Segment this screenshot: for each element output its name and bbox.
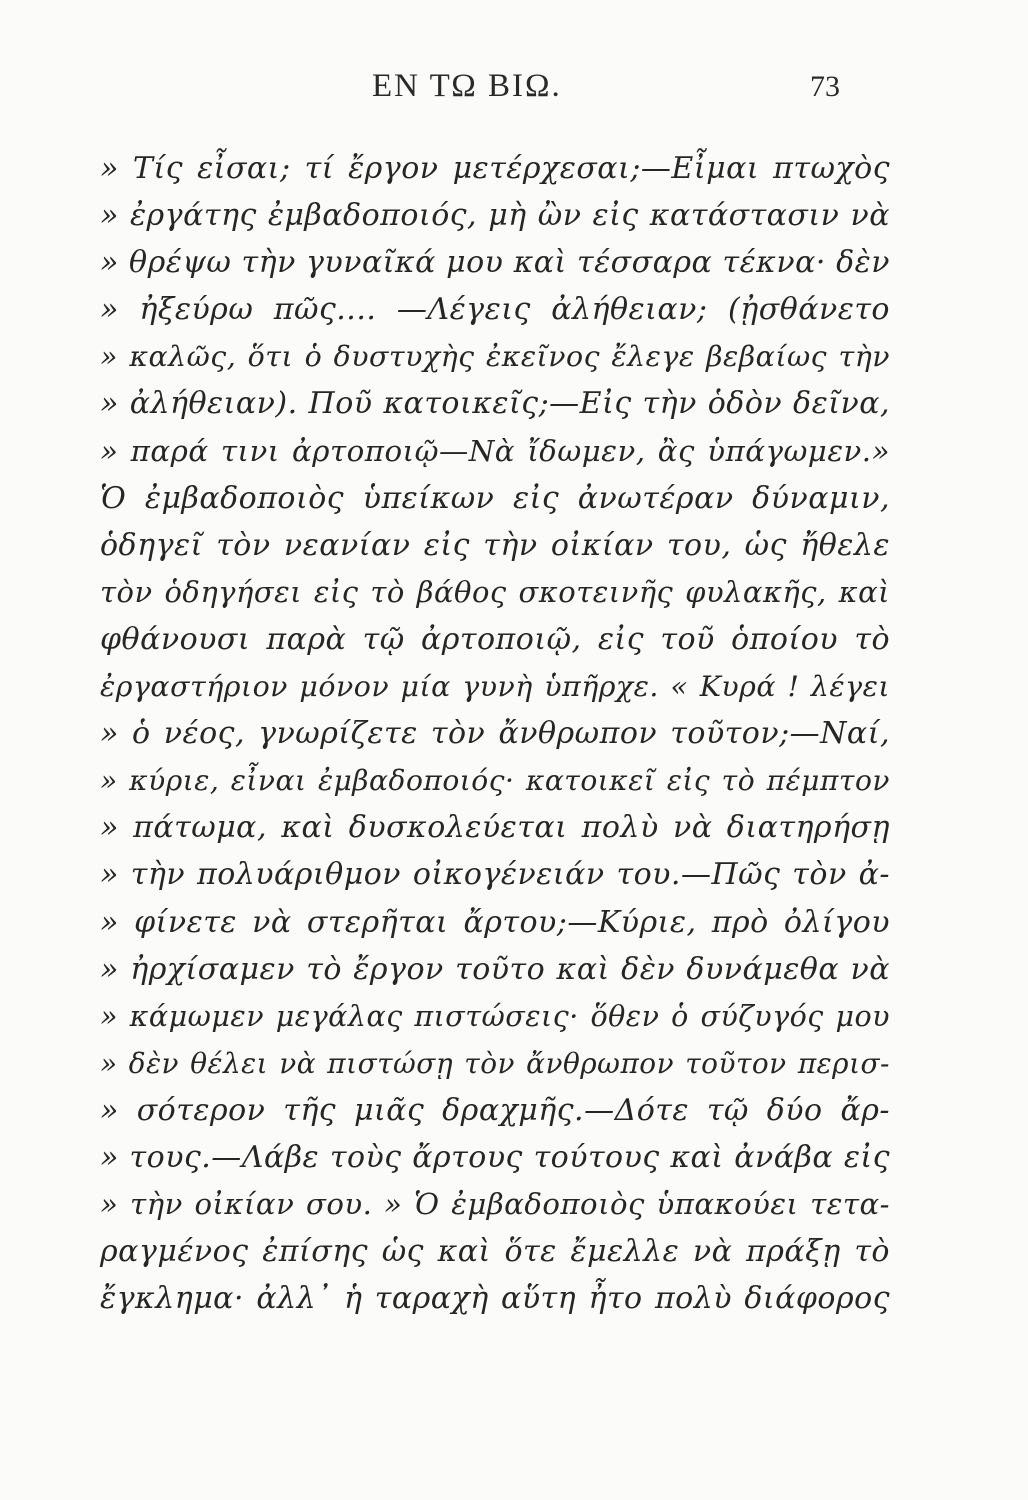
text-line: ὁδηγεῖ τὸν νεανίαν εἰς τὴν οἰκίαν του, ὡς ἤθελε (100, 527, 890, 563)
text-line: » τὴν πολυάριθμον οἰκογένειάν του.—Πῶς τὸν ἀ- (100, 857, 890, 893)
text-line: Ὁ ἐμβαδοποιὸς ὑπείκων εἰς ἀνωτέραν δύναμιν, (100, 480, 890, 516)
text-line: » πάτωμα, καὶ δυσκολεύεται πολὺ νὰ διατηρήσῃ (100, 810, 890, 846)
text-line: » καλῶς, ὅτι ὁ δυστυχὴς ἐκεῖνος ἔλεγε βεβαίως τὴν (100, 340, 890, 374)
text-line: » ἐργάτης ἐμβαδοποιός, μὴ ὢν εἰς κατάστασιν νὰ (100, 198, 890, 234)
text-line: » δὲν θέλει νὰ πιστώσῃ τὸν ἄνθρωπον τοῦτον περισ- (100, 1046, 890, 1080)
text-line: » ἀλήθειαν). Ποῦ κατοικεῖς;—Εἰς τὴν ὁδὸν δεῖνα, (100, 386, 890, 422)
text-line: ἐργαστήριον μόνον μία γυνὴ ὑπῆρχε. « Κυρά ! λέγει (100, 670, 890, 704)
text-line: » τους.—Λάβε τοὺς ἄρτους τούτους καὶ ἀνάβα εἰς (100, 1139, 890, 1175)
text-line: » Τίς εἶσαι; τί ἔργον μετέρχεσαι;—Εἶμαι πτωχὸς (100, 151, 890, 186)
page-number: 73 (810, 70, 840, 103)
text-line: ἔγκλημα· ἀλλ᾽ ἡ ταραχὴ αὕτη ἦτο πολὺ διάφορος (100, 1281, 890, 1317)
text-line: » κύριε, εἶναι ἐμβαδοποιός· κατοικεῖ εἰς τὸ πέμπτον (100, 764, 890, 798)
text-line: » παρά τινι ἀρτοποιῷ—Νὰ ἴδωμεν, ἂς ὑπάγωμεν.» (100, 433, 890, 468)
text-line: » ὁ νέος, γνωρίζετε τὸν ἄνθρωπον τοῦτον;—Ναί, (100, 716, 890, 752)
text-line: » ἠρχίσαμεν τὸ ἔργον τοῦτο καὶ δὲν δυνάμεθα νὰ (100, 951, 890, 987)
text-line: φθάνουσι παρὰ τῷ ἀρτοποιῷ, εἰς τοῦ ὁποίου τὸ (100, 621, 890, 657)
text-line: » ἠξεύρω πῶς.... —Λέγεις ἀλήθειαν; (ᾐσθάνετο (100, 292, 890, 328)
text-line: » θρέψω τὴν γυναῖκά μου καὶ τέσσαρα τέκνα· δὲν (100, 245, 890, 281)
running-head: ΕΝ ΤΩ ΒΙΩ. (372, 68, 562, 104)
text-line: » κάμωμεν μεγάλας πιστώσεις· ὅθεν ὁ σύζυγός μου (100, 999, 890, 1033)
text-line: τὸν ὁδηγήσει εἰς τὸ βάθος σκοτεινῆς φυλακῆς, καὶ (100, 574, 890, 609)
text-line: ραγμένος ἐπίσης ὡς καὶ ὅτε ἔμελλε νὰ πράξῃ τὸ (100, 1234, 890, 1270)
body-text (100, 145, 890, 1322)
text-line: » σότερον τῆς μιᾶς δραχμῆς.—Δότε τῷ δύο ἄρ- (100, 1092, 890, 1128)
text-line: » τὴν οἰκίαν σου. » Ὁ ἐμβαδοποιὸς ὑπακούει τετα- (100, 1187, 890, 1222)
text-line: » φίνετε νὰ στερῆται ἄρτου;—Κύριε, πρὸ ὀλίγου (100, 904, 890, 940)
